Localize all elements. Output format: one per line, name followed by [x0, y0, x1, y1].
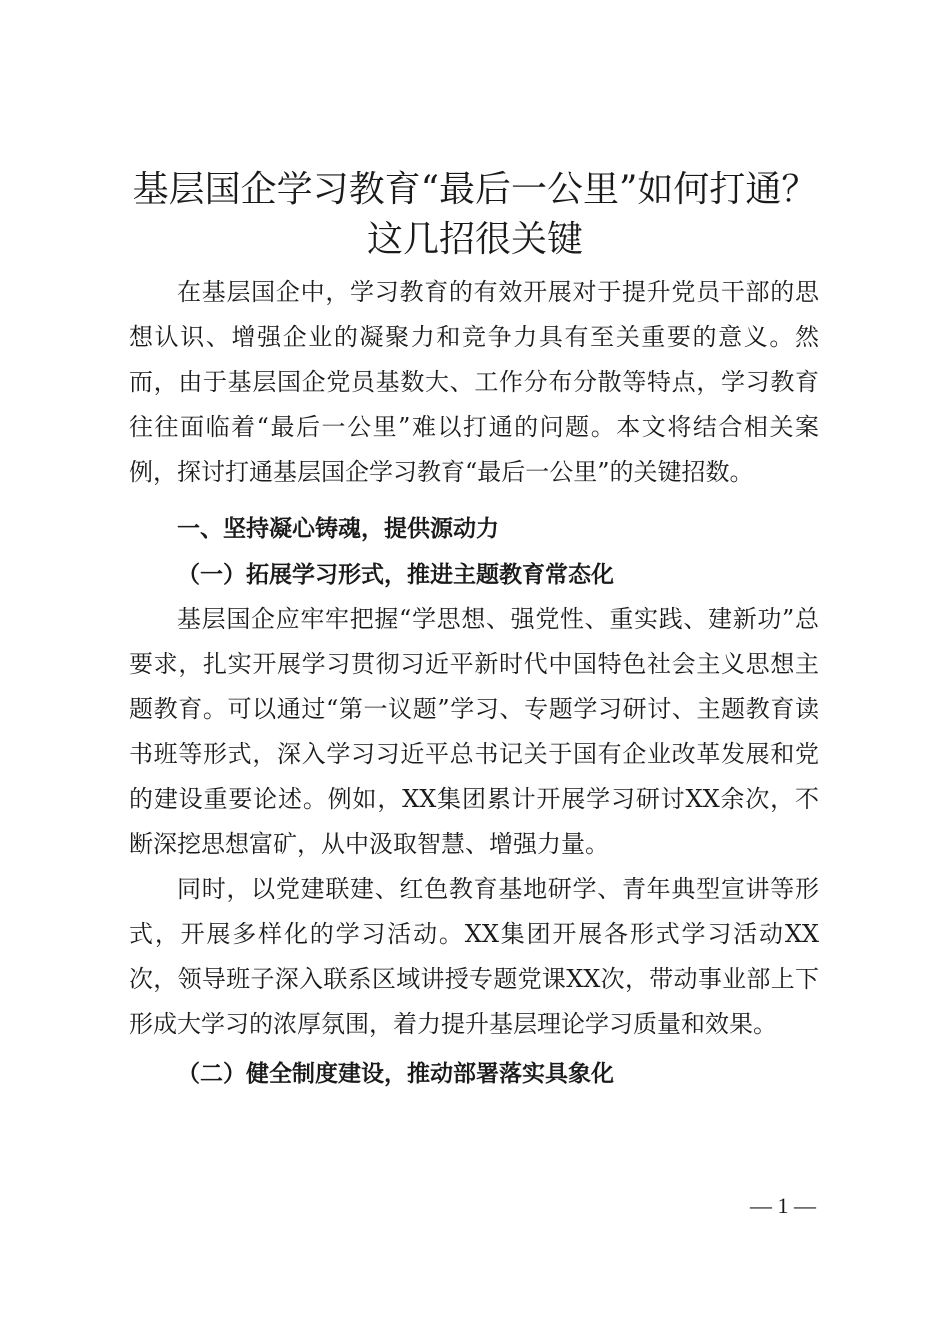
document-title-line-2: 这几招很关键: [366, 219, 583, 260]
page-number: — 1 —: [750, 1193, 816, 1218]
document-body: [129, 270, 819, 1096]
document-title-line-1: 基层国企学习教育“最后一公里”如何打通？: [132, 169, 818, 210]
intro-paragraph: 在基层国企中，学习教育的有效开展对于提升党员干部的思想认识、增强企业的凝聚力和竞争力具有至关重要的意义。然而，由于基层国企党员基数大、工作分布分散等特点，学习教育往往面临着“最后一公里”难以打通的问题。本文将结合相关案例，探讨打通基层国企学习教育“最后一公里”的关键招数。: [129, 278, 819, 486]
section-heading-1: 一、坚持凝心铸魂，提供源动力: [177, 516, 499, 542]
paragraph-1: 基层国企应牢牢把握“学思想、强党性、重实践、建新功”总要求，扎实开展学习贯彻习近平新时代中国特色社会主义思想主题教育。可以通过“第一议题”学习、专题学习研讨、主题教育读书班等形式，深入学习习近平总书记关于国有企业改革发展和党的建设重要论述。例如，XX集团累计开展学习研讨XX余次，不断深挖思想富矿，从中汲取智慧、增强力量。: [129, 605, 819, 858]
subsection-heading-2: （二）健全制度建设，推动部署落实具象化: [177, 1060, 614, 1087]
subsection-heading-1: （一）拓展学习形式，推进主题教育常态化: [177, 561, 614, 588]
paragraph-2: 同时，以党建联建、红色教育基地研学、青年典型宣讲等形式，开展多样化的学习活动。XX集团开展各形式学习活动XX次，领导班子深入联系区域讲授专题党课XX次，带动事业部上下形成大学习的浓厚氛围，着力提升基层理论学习质量和效果。: [129, 875, 819, 1038]
